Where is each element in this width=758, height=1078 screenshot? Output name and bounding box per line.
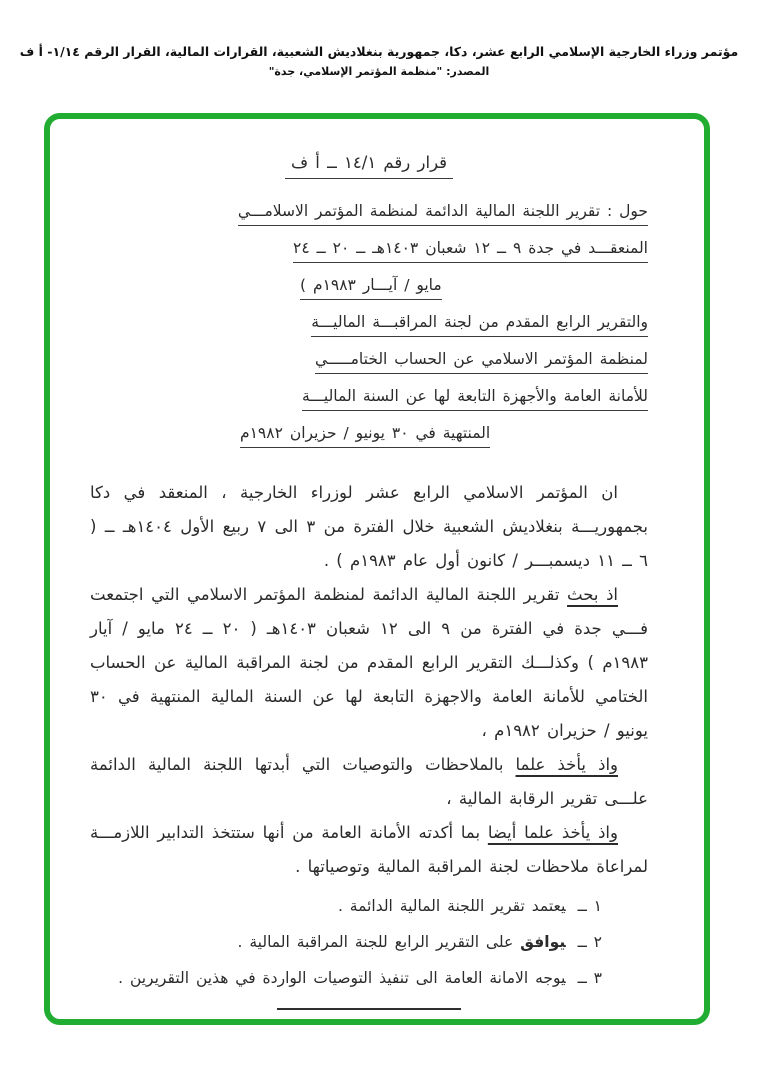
subject-line: المنتهية في ٣٠ يونيو / حزيران ١٩٨٢م [240, 424, 490, 448]
decision-number: ٢ ــ [577, 933, 602, 951]
paragraph-text: تقرير اللجنة المالية الدائمة لمنظمة المؤتمر الاسلامي التي اجتمعت فـــي جدة في الفترة من ٩ الى ١٢ شعبان ١٤٠٣هـ ( ٢٠ ــ ٢٤ مايو / آيار ١٩٨٣م ) وكذلـــك التقرير الرابع المقدم من لجنة المراقبة المالية عن الحساب الختامي للأمانة العامة والاجهزة التابعة لها عن السنة المالية المنتهية في ٣٠ يونيو / حزيران ١٩٨٢م ، [90, 585, 648, 740]
resolution-title: قرار رقم ١٤/١ ــ أ ف [285, 153, 453, 179]
subject-line: للأمانة العامة والأجهزة التابعة لها عن السنة الماليـــة [302, 387, 648, 411]
end-divider [277, 1008, 461, 1010]
decision-item [90, 924, 602, 960]
decision-text: على التقرير الرابع للجنة المراقبة المالية . [237, 933, 521, 951]
resolution-paragraph [90, 578, 648, 748]
resolution-paragraph [90, 748, 648, 816]
decision-bold-word: يوافق [520, 933, 566, 951]
decision-text: يعتمد تقرير اللجنة المالية الدائمة . [337, 897, 566, 915]
subject-line: المنعقـــد في جدة ٩ ــ ١٢ شعبان ١٤٠٣هـ ــ ٢٠ ــ ٢٤ [293, 239, 648, 263]
subject-line: حول : تقرير اللجنة المالية الدائمة لمنظمة المؤتمر الاسلامـــي [238, 202, 648, 226]
header-source: المصدر: "منظمة المؤتمر الإسلامي، جدة" [268, 65, 490, 78]
decision-number: ١ ــ [577, 897, 602, 915]
decision-item [90, 888, 602, 924]
decision-list [90, 888, 602, 996]
decision-item [90, 960, 602, 996]
header-citation: مؤتمر وزراء الخارجية الإسلامي الرابع عشر، دكا، جمهورية بنغلاديش الشعبية، القرارات المالية، القرار الرقم ١/١٤- أ ف [19, 44, 739, 59]
subject-line: مايو / آيـــار ١٩٨٣م ) [300, 276, 442, 300]
paragraph-text: بالملاحظات والتوصيات التي أبدتها اللجنة المالية الدائمة علـــى تقرير الرقابة المالية ، [90, 755, 648, 808]
resolution-paragraph [90, 476, 648, 578]
resolution-frame [44, 113, 710, 1025]
decision-number: ٣ ــ [577, 969, 602, 987]
paragraph-lead: واذ يأخذ علما أيضا [487, 823, 618, 842]
decision-text: يوجه الامانة العامة الى تنفيذ التوصيات الواردة في هذين التقريرين . [118, 969, 566, 987]
paragraph-lead: واذ يأخذ علما [515, 755, 618, 774]
subject-block [90, 201, 648, 460]
resolution-document [90, 153, 648, 1010]
page-header [0, 42, 758, 78]
paragraph-text: ان المؤتمر الاسلامي الرابع عشر لوزراء الخارجية ، المنعقد في دكا بجمهوريـــة بنغلاديش الشعبية خلال الفترة من ٣ الى ٧ ربيع الأول ١٤٠٤هـ ــ ( ٦ ــ ١١ ديسمبـــر / كانون أول عام ١٩٨٣م ) . [90, 483, 648, 570]
subject-line: لمنظمة المؤتمر الاسلامي عن الحساب الختامـــــي [315, 350, 648, 374]
subject-line: والتقرير الرابع المقدم من لجنة المراقبـــة الماليـــة [311, 313, 648, 337]
paragraph-lead: اذ بحث [567, 585, 619, 604]
resolution-paragraph [90, 816, 648, 884]
paragraph-text: بما أكدته الأمانة العامة من أنها ستتخذ التدابير اللازمـــة لمراعاة ملاحظات لجنة المراقبة المالية وتوصياتها . [90, 823, 648, 876]
